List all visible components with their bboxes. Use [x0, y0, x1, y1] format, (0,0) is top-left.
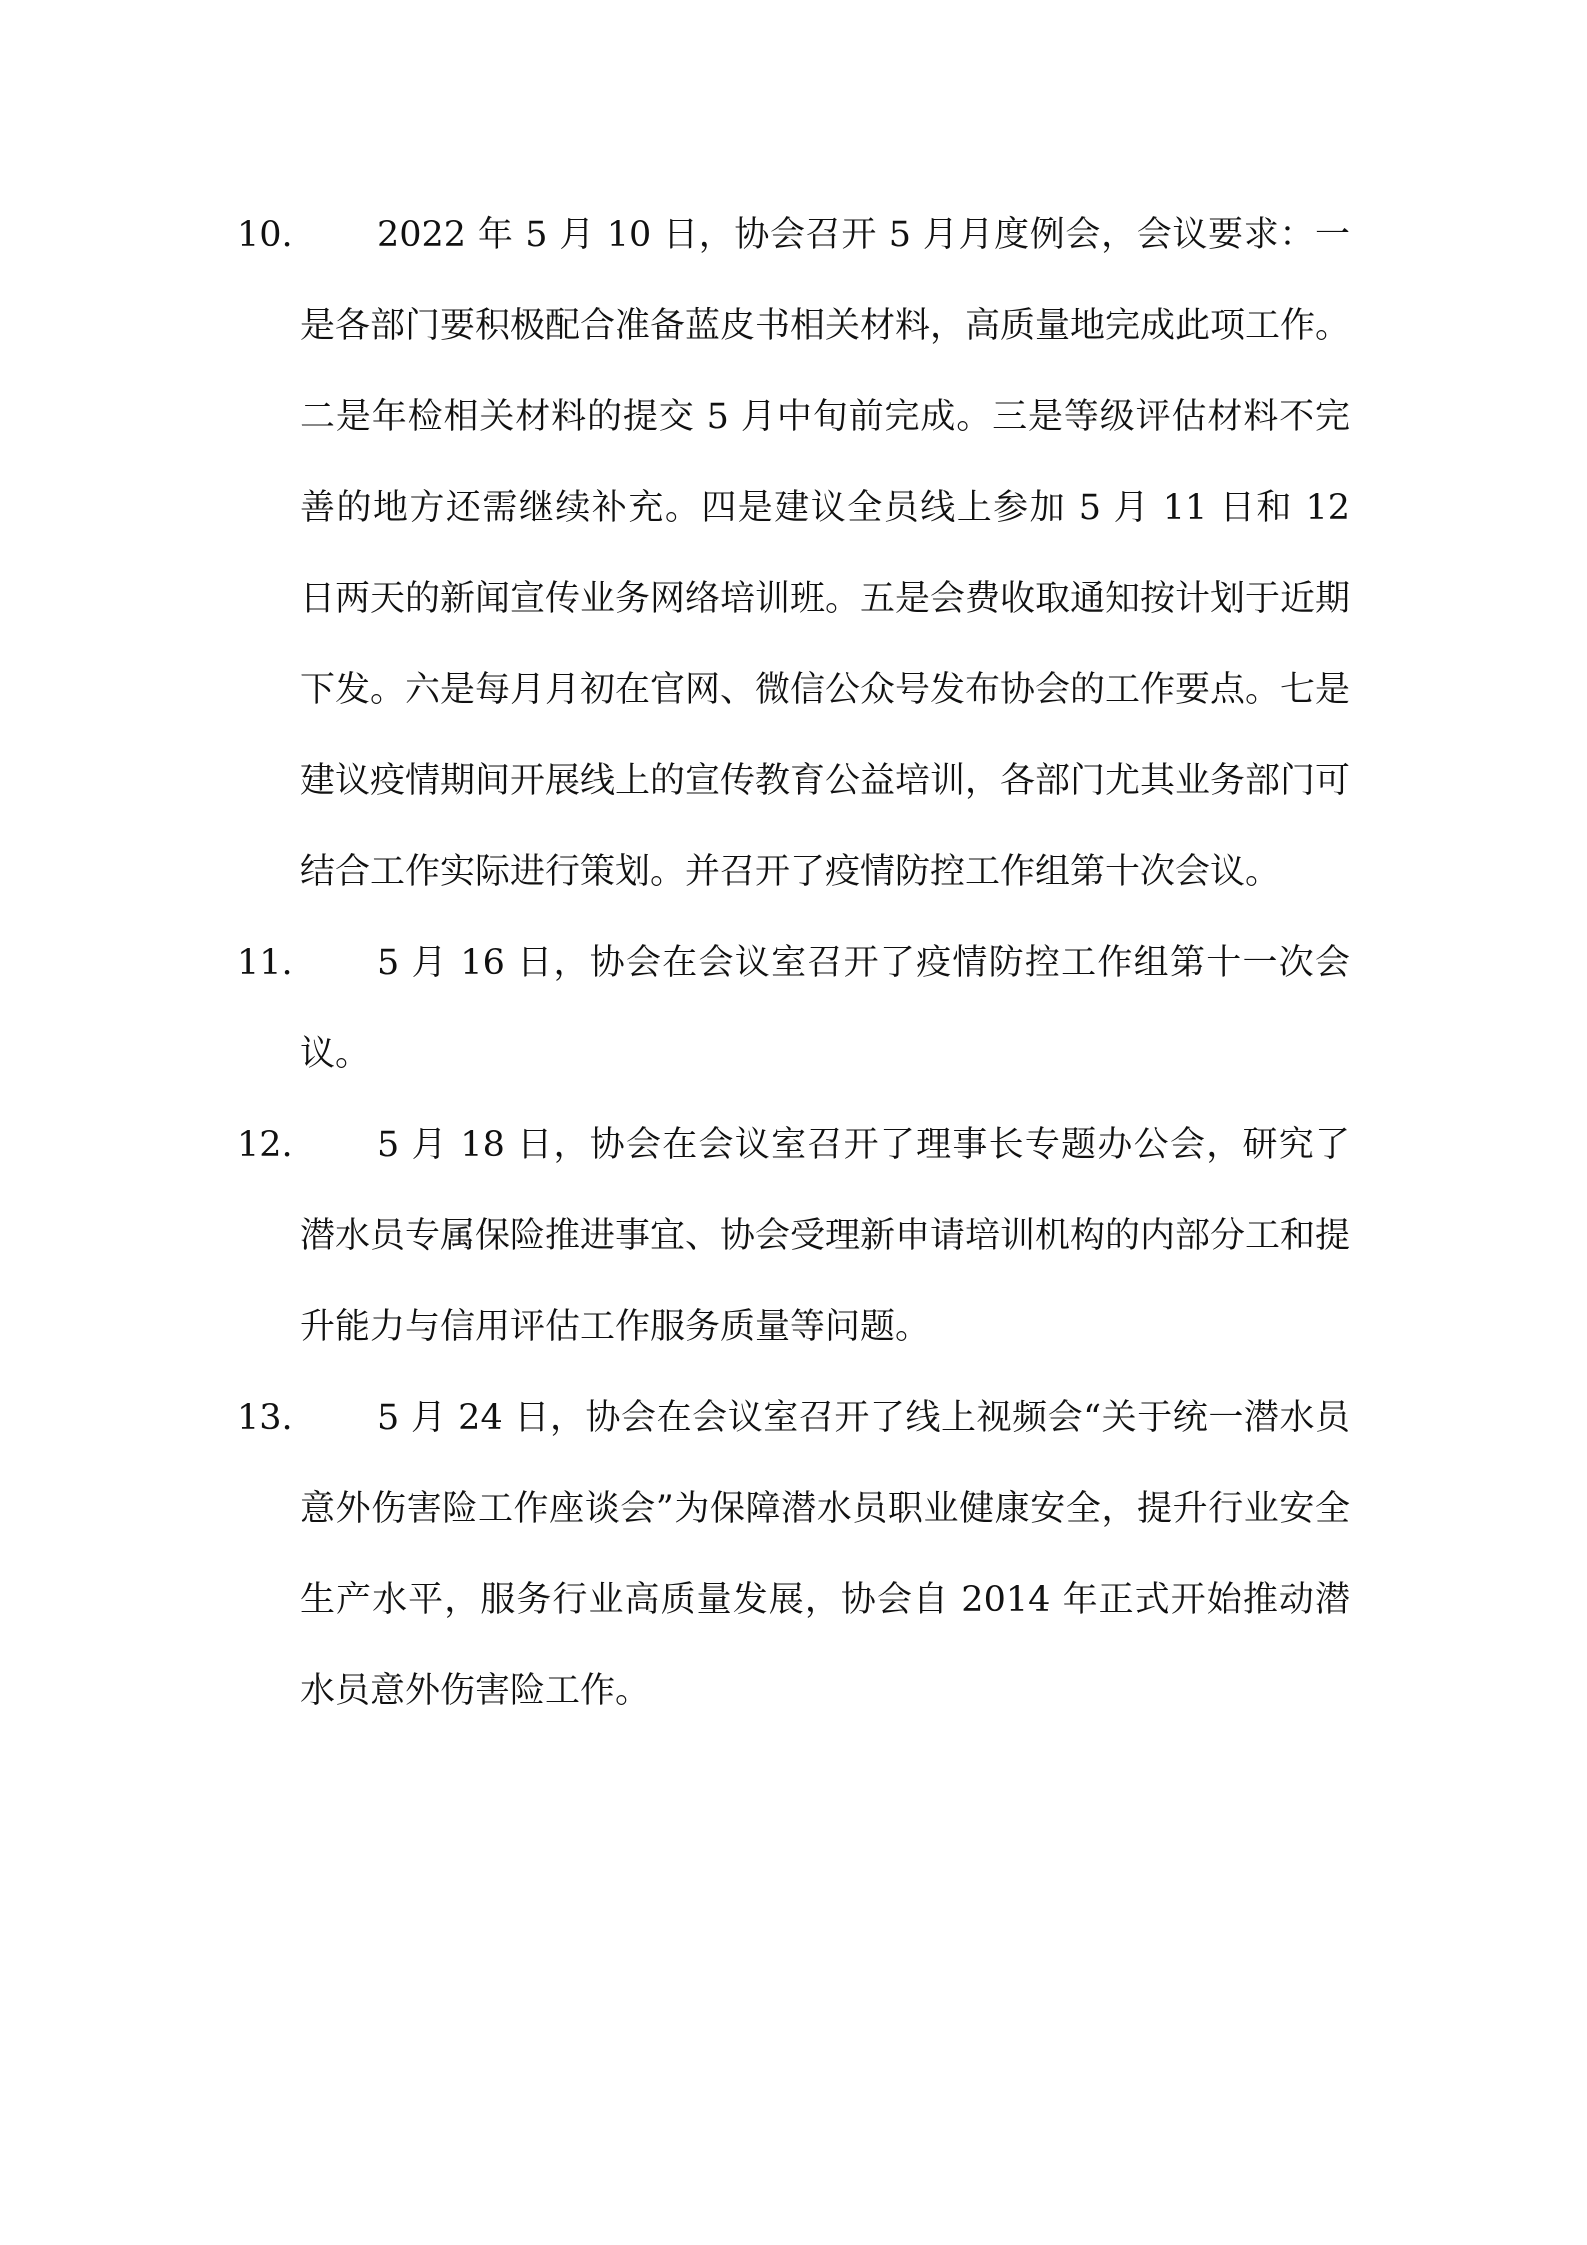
list-item [237, 1100, 1350, 1373]
list-item-text: 5 月 18 日，协会在会议室召开了理事长专题办公会，研究了潜水员专属保险推进事宜、协会受理新申请培训机构的内部分工和提升能力与信用评估工作服务质量等问题。 [300, 1125, 1351, 1347]
list-item-number: 10. [237, 215, 293, 255]
list-item [237, 190, 1350, 918]
list-item [237, 918, 1350, 1100]
list-item-text: 2022 年 5 月 10 日，协会召开 5 月月度例会，会议要求：一是各部门要积极配合准备蓝皮书相关材料，高质量地完成此项工作。二是年检相关材料的提交 5 月中旬前完成。三是等级评估材料不完善的地方还需继续补充。四是建议全员线上参加 5 月 11 日和 12 日两天的新闻宣传业务网络培训班。五是会费收取通知按计划于近期下发。六是每月月初在官网、微信公众号发布协会的工作要点。七是建议疫情期间开展线上的宣传教育公益培训，各部门尤其业务部门可结合工作实际进行策划。并召开了疫情防控工作组第十次会议。 [300, 215, 1351, 892]
list-item [237, 1373, 1350, 1737]
list-item-number: 13. [237, 1398, 293, 1438]
list-item-text: 5 月 24 日，协会在会议室召开了线上视频会“关于统一潜水员意外伤害险工作座谈会”为保障潜水员职业健康安全，提升行业安全生产水平，服务行业高质量发展，协会自 2014 年正式开始推动潜水员意外伤害险工作。 [300, 1398, 1350, 1711]
list-item-number: 12. [237, 1125, 293, 1165]
list-item-number: 11. [237, 943, 293, 983]
list-item-text: 5 月 16 日，协会在会议室召开了疫情防控工作组第十一次会议。 [300, 943, 1350, 1074]
document-body [237, 190, 1350, 1737]
